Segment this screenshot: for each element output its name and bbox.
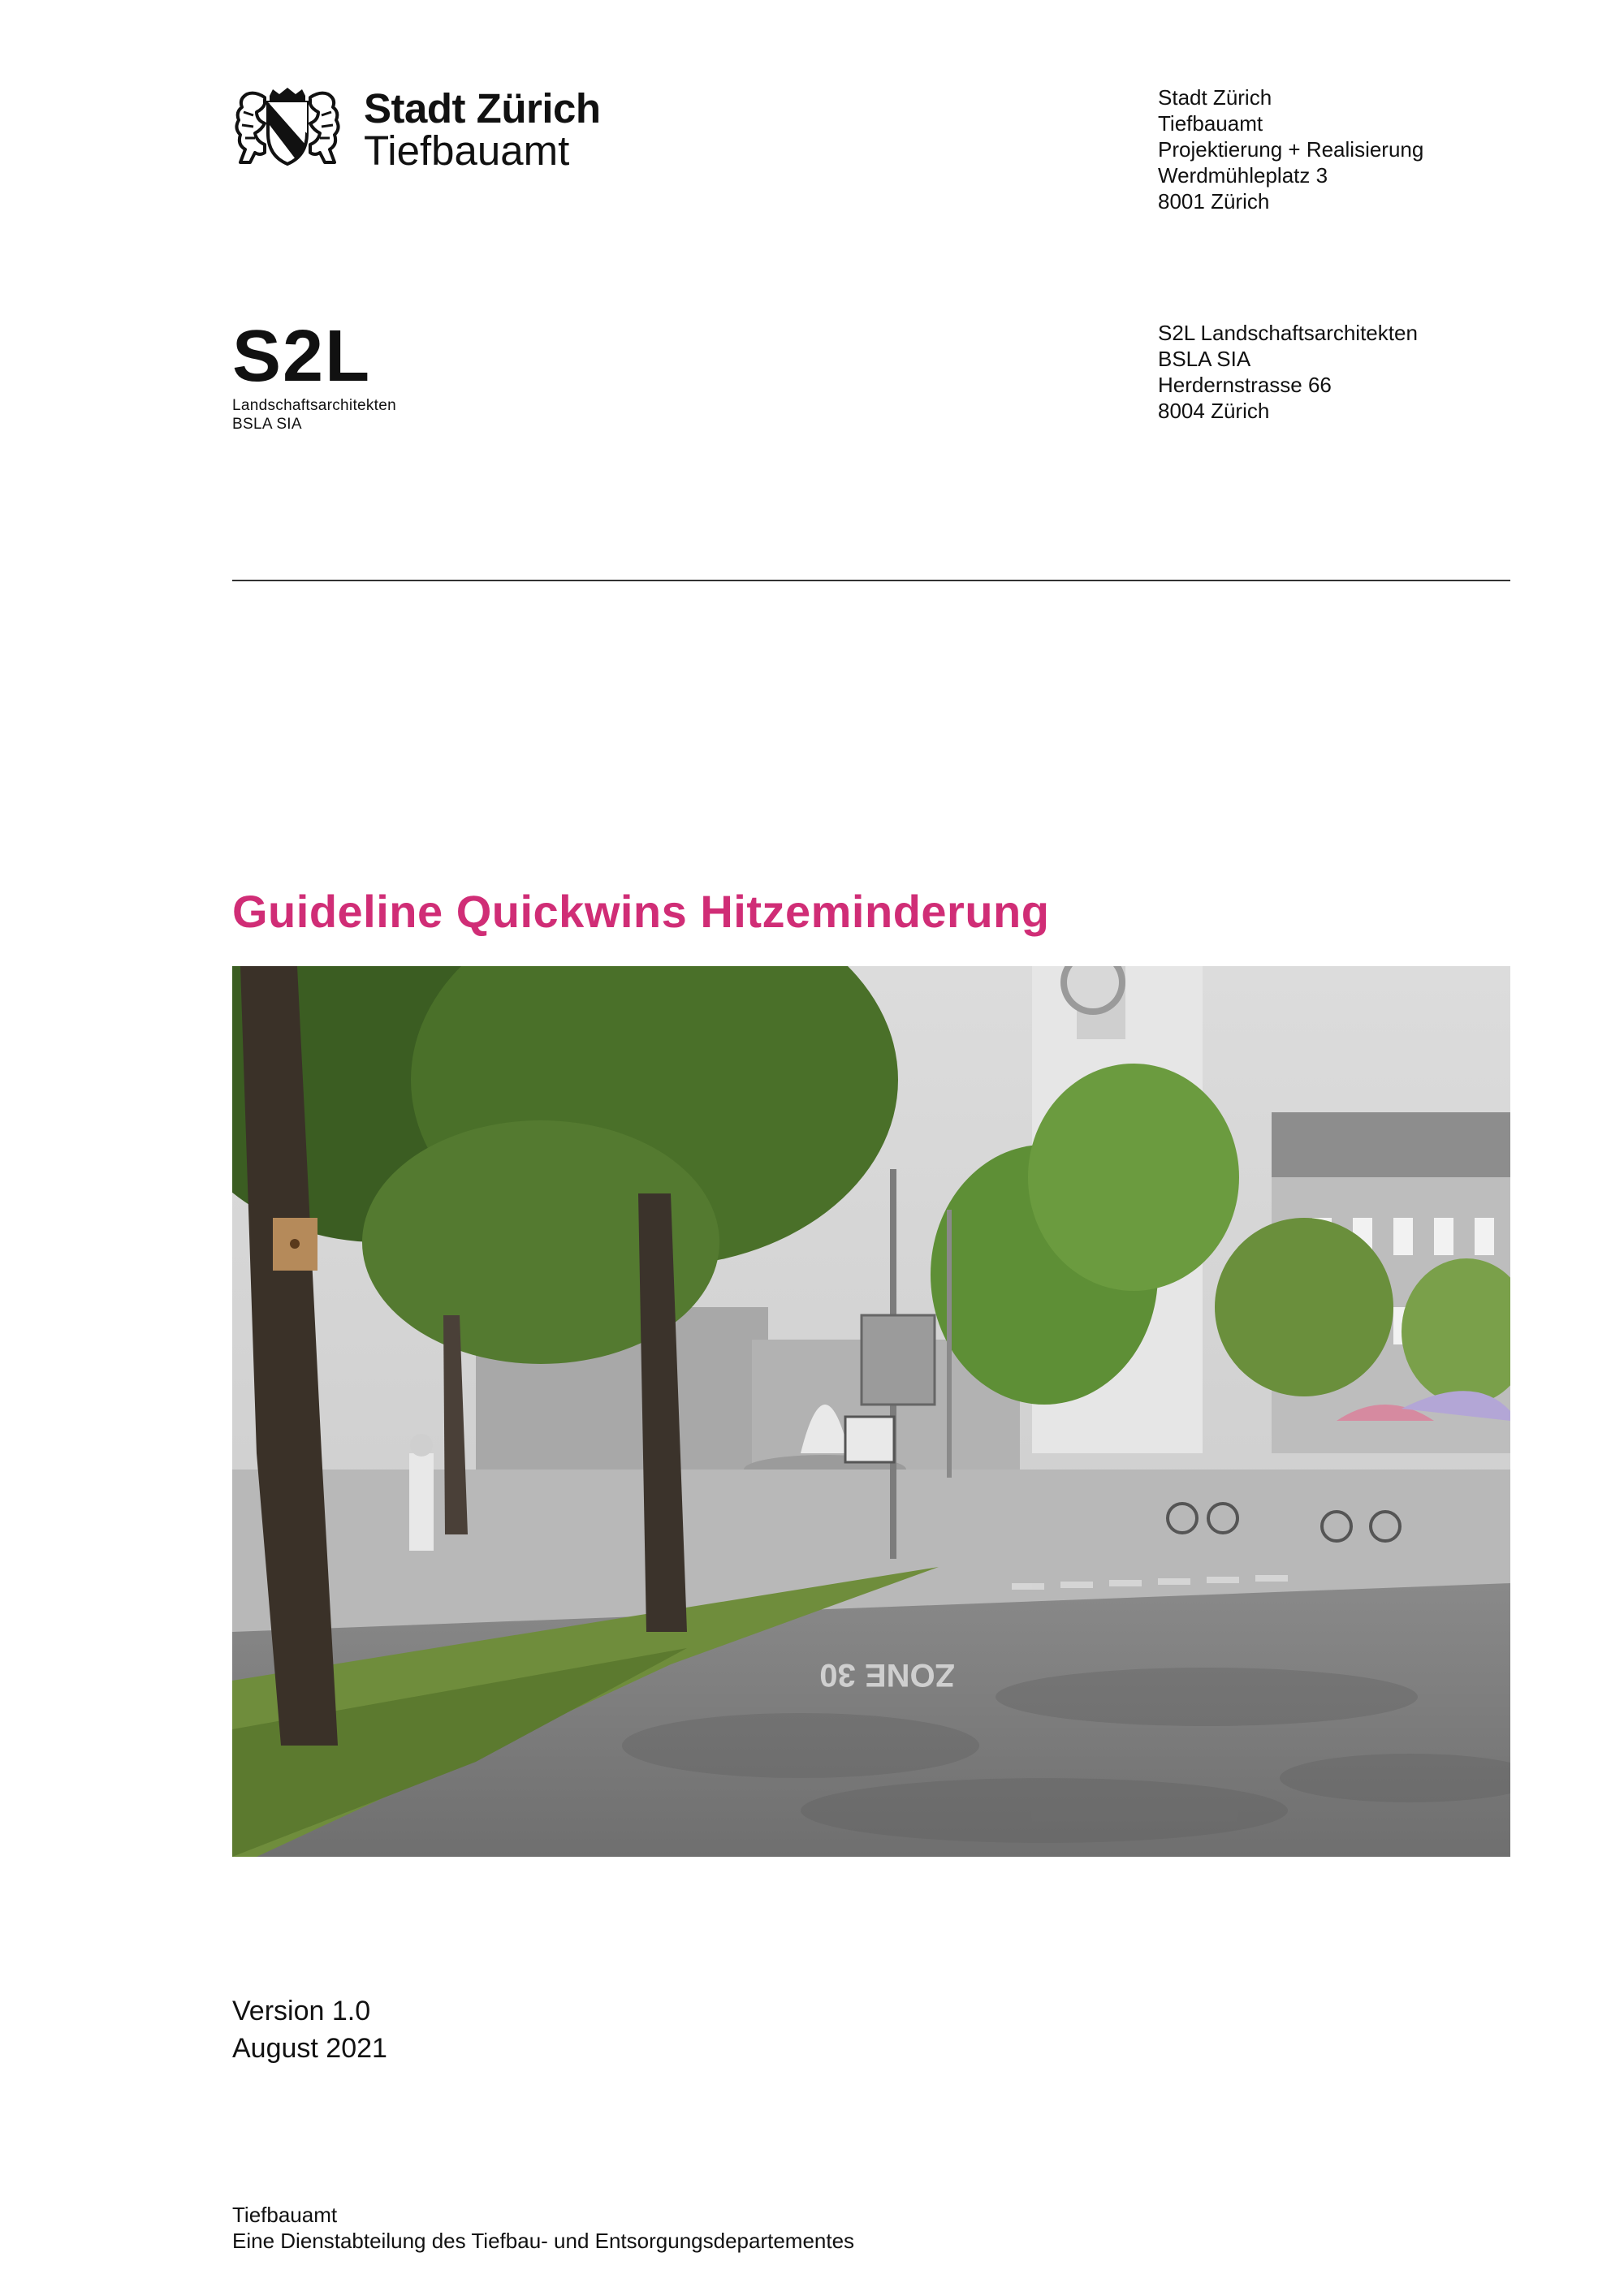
version-block xyxy=(232,1992,387,2067)
street-scene-illustration xyxy=(232,966,1510,1857)
address-line: S2L Landschaftsarchitekten xyxy=(1158,321,1418,345)
footer xyxy=(232,2202,854,2254)
version-label: Version 1.0 xyxy=(232,1996,371,2026)
city-address-block xyxy=(1158,84,1423,214)
road-marking-text: ZONE 30 xyxy=(819,1657,955,1693)
cover-photo xyxy=(232,966,1510,1857)
address-line: Tiefbauamt xyxy=(1158,111,1263,136)
stadt-zurich-logo xyxy=(232,84,654,174)
address-line: Projektierung + Realisierung xyxy=(1158,137,1424,162)
s2l-logo xyxy=(232,316,396,434)
partner-address-block xyxy=(1158,320,1418,424)
zurich-coat-of-arms-icon xyxy=(232,88,343,167)
address-line: 8004 Zürich xyxy=(1158,399,1270,423)
s2l-logo-line: Landschaftsarchitekten xyxy=(232,397,396,414)
footer-description: Eine Dienstabteilung des Tiefbau- und Entsorgungsdepartementes xyxy=(232,2229,855,2253)
tiefbauamt-subtitle: Tiefbauamt xyxy=(364,127,570,174)
document-title: Guideline Quickwins Hitzeminderung xyxy=(232,886,1050,937)
stadt-zurich-title: Stadt Zürich xyxy=(364,85,601,132)
address-line: Herdernstrasse 66 xyxy=(1158,373,1332,397)
address-line: Werdmühleplatz 3 xyxy=(1158,163,1328,188)
footer-department: Tiefbauamt xyxy=(232,2203,338,2227)
version-date: August 2021 xyxy=(232,2033,387,2064)
address-line: Stadt Zürich xyxy=(1158,85,1272,110)
address-line: 8001 Zürich xyxy=(1158,189,1270,214)
s2l-logo-mark: S2L xyxy=(232,316,372,397)
address-line: BSLA SIA xyxy=(1158,347,1251,371)
s2l-logo-line: BSLA SIA xyxy=(232,416,302,433)
header-divider xyxy=(232,580,1510,581)
